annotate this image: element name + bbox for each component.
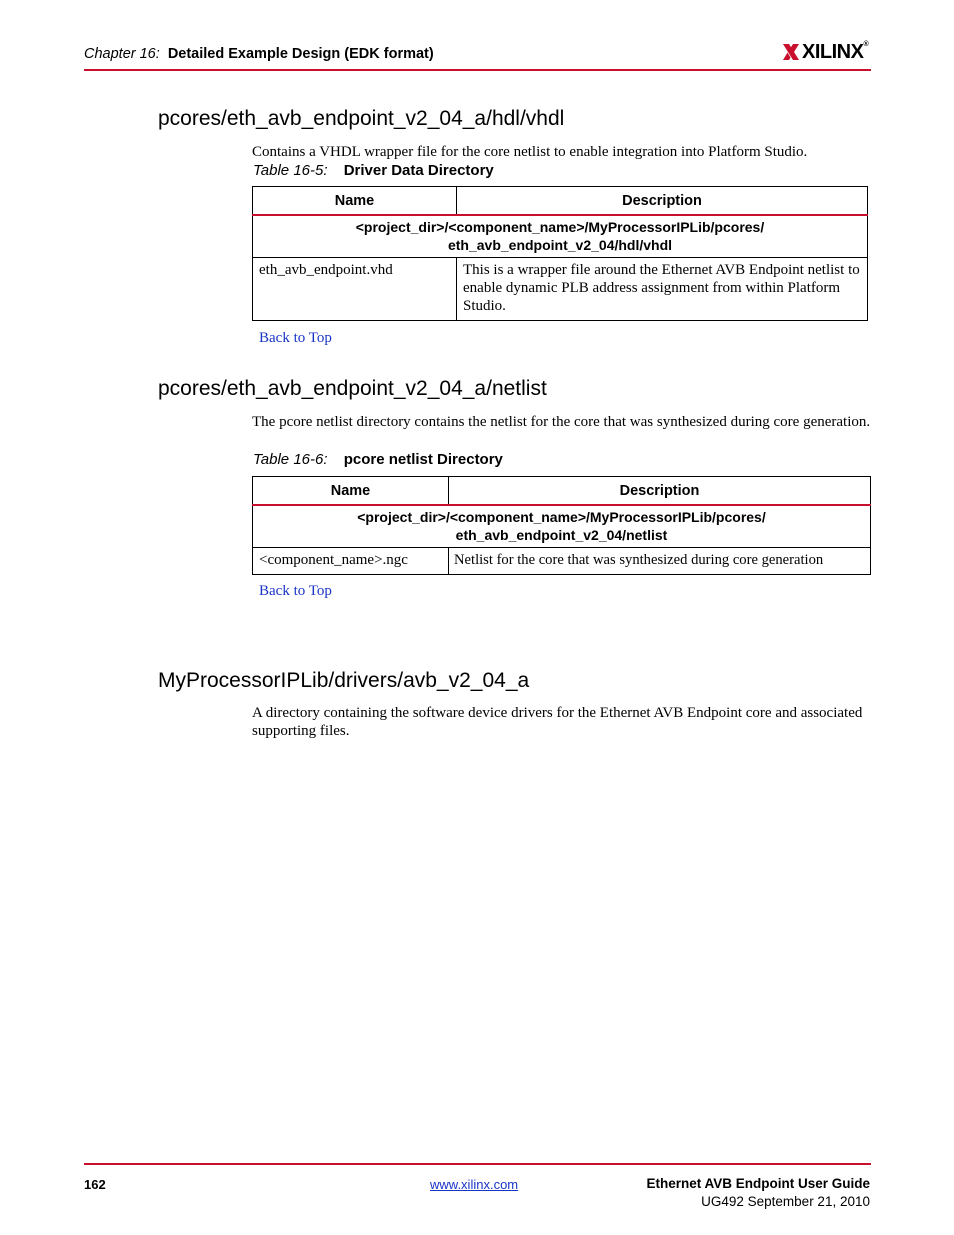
table-caption — [253, 162, 494, 179]
section-paragraph: The pcore netlist directory contains the netlist for the core that was synthesized during core generation. — [252, 414, 871, 430]
file-description-cell: Netlist for the core that was synthesized during core generation — [449, 548, 871, 575]
chapter-label: Chapter 16: — [84, 46, 160, 62]
xilinx-website-link[interactable]: www.xilinx.com — [430, 1177, 519, 1192]
column-header-name: Name — [253, 187, 457, 216]
directory-path: <project_dir>/<component_name>/MyProcessorIPLib/pcores/ eth_avb_endpoint_v2_04/hdl/vhdl — [253, 215, 868, 258]
section-heading-netlist: pcores/eth_avb_endpoint_v2_04_a/netlist — [158, 377, 547, 400]
table-number: Table 16-5: — [253, 162, 328, 179]
table-title: Driver Data Directory — [343, 162, 494, 179]
back-to-top-link[interactable]: Back to Top — [259, 330, 332, 346]
file-name-cell: <component_name>.ngc — [253, 548, 449, 575]
table-directory-row — [253, 215, 868, 258]
file-name-cell: eth_avb_endpoint.vhd — [253, 258, 457, 321]
column-header-description: Description — [457, 187, 868, 216]
table-row — [253, 258, 868, 321]
table-header-row — [253, 477, 871, 506]
table-title: pcore netlist Directory — [343, 451, 503, 468]
section-heading-drivers: MyProcessorIPLib/drivers/avb_v2_04_a — [158, 669, 530, 692]
column-header-description: Description — [449, 477, 871, 506]
chapter-title: Detailed Example Design (EDK format) — [167, 46, 434, 62]
logo-wordmark: XILINX® — [802, 40, 869, 63]
footer-rule — [84, 1163, 871, 1165]
header-rule — [84, 69, 871, 71]
section-paragraph: A directory containing the software device drivers for the Ethernet AVB Endpoint core and associated supporting files. — [252, 705, 863, 739]
table-caption — [253, 451, 503, 468]
table-header-row — [253, 187, 868, 216]
guide-title: Ethernet AVB Endpoint User Guide — [646, 1176, 870, 1191]
table-directory-row — [253, 505, 871, 548]
section-paragraph: Contains a VHDL wrapper file for the core netlist to enable integration into Platform Studio. — [252, 144, 808, 160]
column-header-name: Name — [253, 477, 449, 506]
table-number: Table 16-6: — [253, 451, 328, 468]
xilinx-x-mark-icon — [782, 43, 800, 61]
running-header — [84, 46, 434, 62]
pcore-netlist-directory-table — [252, 476, 871, 575]
directory-path: <project_dir>/<component_name>/MyProcessorIPLib/pcores/ eth_avb_endpoint_v2_04/netlist — [253, 505, 871, 548]
page-number: 162 — [84, 1177, 106, 1192]
document-id: UG492 September 21, 2010 — [701, 1194, 870, 1209]
file-description-cell: This is a wrapper file around the Ethernet AVB Endpoint netlist to enable dynamic PLB address assignment from within Platform Studio. — [457, 258, 868, 321]
xilinx-logo — [782, 40, 868, 64]
table-row — [253, 548, 871, 575]
driver-data-directory-table — [252, 186, 868, 321]
section-heading-hdl-vhdl: pcores/eth_avb_endpoint_v2_04_a/hdl/vhdl — [158, 107, 565, 130]
back-to-top-link[interactable]: Back to Top — [259, 583, 332, 599]
